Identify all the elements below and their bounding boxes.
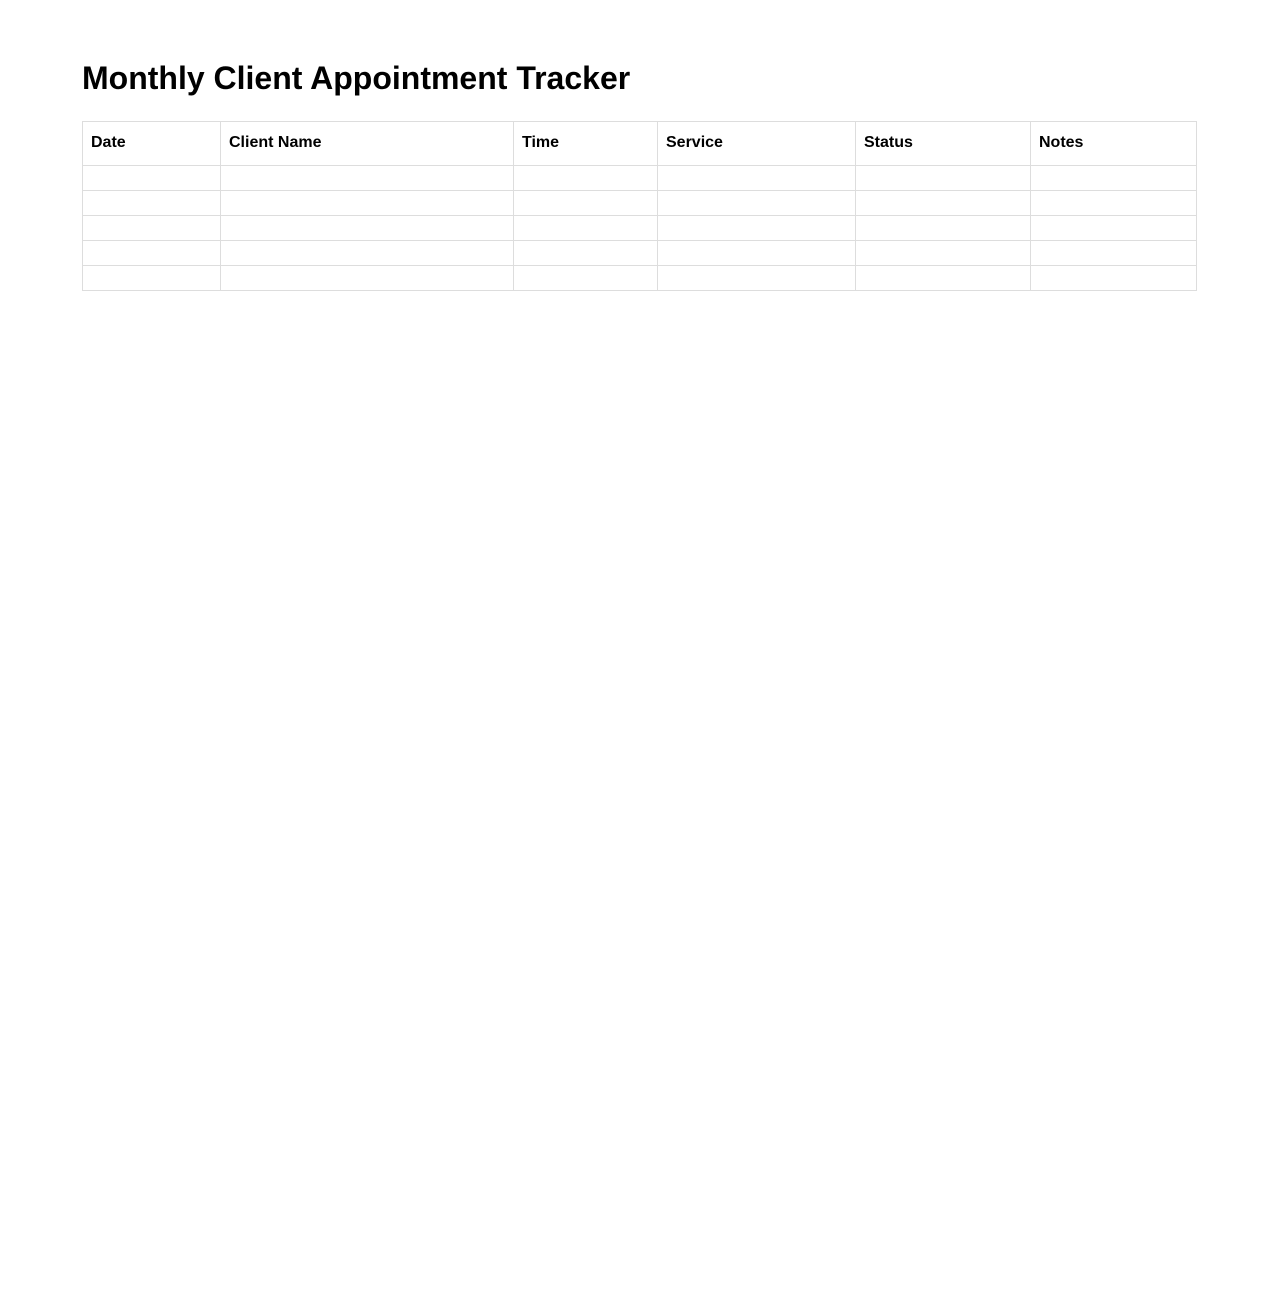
table-cell-status[interactable] xyxy=(856,266,1031,291)
table-cell-date[interactable] xyxy=(83,241,221,266)
table-cell-notes[interactable] xyxy=(1031,241,1197,266)
table-row xyxy=(83,216,1197,241)
table-row xyxy=(83,266,1197,291)
column-header-client-name: Client Name xyxy=(221,122,514,166)
table-row xyxy=(83,166,1197,191)
table-cell-status[interactable] xyxy=(856,166,1031,191)
table-cell-status[interactable] xyxy=(856,191,1031,216)
column-header-status: Status xyxy=(856,122,1031,166)
table-cell-service[interactable] xyxy=(658,266,856,291)
table-row xyxy=(83,241,1197,266)
table-cell-date[interactable] xyxy=(83,191,221,216)
column-header-date: Date xyxy=(83,122,221,166)
table-cell-client-name[interactable] xyxy=(221,166,514,191)
table-cell-client-name[interactable] xyxy=(221,191,514,216)
table-cell-service[interactable] xyxy=(658,216,856,241)
table-cell-time[interactable] xyxy=(514,266,658,291)
table-cell-notes[interactable] xyxy=(1031,166,1197,191)
page-title: Monthly Client Appointment Tracker xyxy=(82,60,631,96)
column-header-time: Time xyxy=(514,122,658,166)
table-cell-date[interactable] xyxy=(83,216,221,241)
table-body xyxy=(83,166,1197,291)
table-cell-status[interactable] xyxy=(856,216,1031,241)
table-cell-date[interactable] xyxy=(83,166,221,191)
table-cell-service[interactable] xyxy=(658,241,856,266)
table-cell-notes[interactable] xyxy=(1031,216,1197,241)
table-cell-date[interactable] xyxy=(83,266,221,291)
table-cell-service[interactable] xyxy=(658,166,856,191)
table-cell-time[interactable] xyxy=(514,166,658,191)
table-cell-status[interactable] xyxy=(856,241,1031,266)
table-cell-client-name[interactable] xyxy=(221,241,514,266)
column-header-service: Service xyxy=(658,122,856,166)
column-header-notes: Notes xyxy=(1031,122,1197,166)
table-cell-service[interactable] xyxy=(658,191,856,216)
appointment-table xyxy=(82,121,1197,291)
table-cell-time[interactable] xyxy=(514,216,658,241)
table-cell-client-name[interactable] xyxy=(221,216,514,241)
table-header xyxy=(83,122,1197,166)
table-cell-notes[interactable] xyxy=(1031,266,1197,291)
table-cell-time[interactable] xyxy=(514,191,658,216)
table-cell-notes[interactable] xyxy=(1031,191,1197,216)
table-cell-client-name[interactable] xyxy=(221,266,514,291)
header-row xyxy=(83,122,1197,166)
table-cell-time[interactable] xyxy=(514,241,658,266)
table-row xyxy=(83,191,1197,216)
